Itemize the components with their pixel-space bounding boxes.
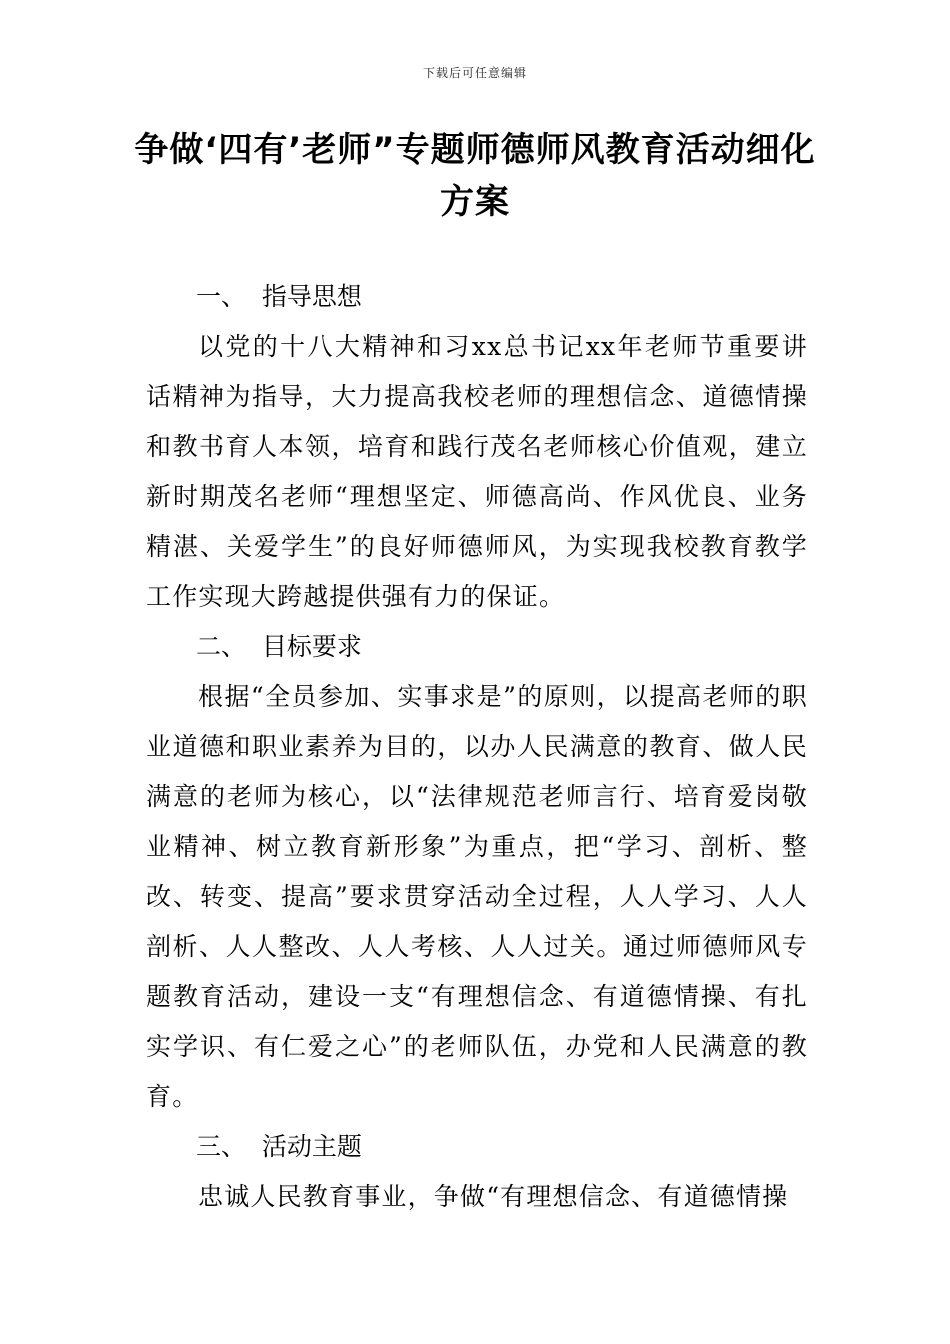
section-paragraph: 根据“全员参加、实事求是”的原则，以提高老师的职业道德和职业素养为目的，以办人民满意的教育、做人民满意的老师为核心，以“法律规范老师言行、培育爱岗敬业精神、树立教育新形象”为重点，把“学习、剖析、整改、转变、提高”要求贯穿活动全过程，人人学习、人人剖析、人人整改、人人考核、人人过关。通过师德师风专题教育活动，建设一支“有理想信念、有道德情操、有扎实学识、有仁爱之心”的老师队伍，办党和人民满意的教育。 bbox=[146, 682, 808, 1111]
section-theme bbox=[146, 1122, 808, 1222]
page-header-note: 下载后可任意编辑 bbox=[422, 66, 527, 80]
section-heading: 三、 活动主题 bbox=[196, 1132, 362, 1161]
section-heading: 一、 指导思想 bbox=[196, 282, 362, 311]
section-paragraph: 忠诚人民教育事业，争做“有理想信念、有道德情操 bbox=[198, 1182, 789, 1211]
section-heading: 二、 目标要求 bbox=[196, 632, 362, 661]
section-guiding-thought bbox=[146, 272, 808, 622]
document-title: 争做‘四有’老师”专题师德师风教育活动细化方案 bbox=[134, 130, 816, 222]
section-paragraph: 以党的十八大精神和习xx总书记xx年老师节重要讲话精神为指导，大力提高我校老师的理想信念、道德情操和教书育人本领，培育和践行茂名老师核心价值观，建立新时期茂名老师“理想坚定、师德高尚、作风优良、业务精湛、关爱学生”的良好师德师风，为实现我校教育教学工作实现大跨越提供强有力的保证。 bbox=[146, 332, 808, 611]
section-goals bbox=[146, 622, 808, 1122]
document-body bbox=[146, 272, 808, 1222]
